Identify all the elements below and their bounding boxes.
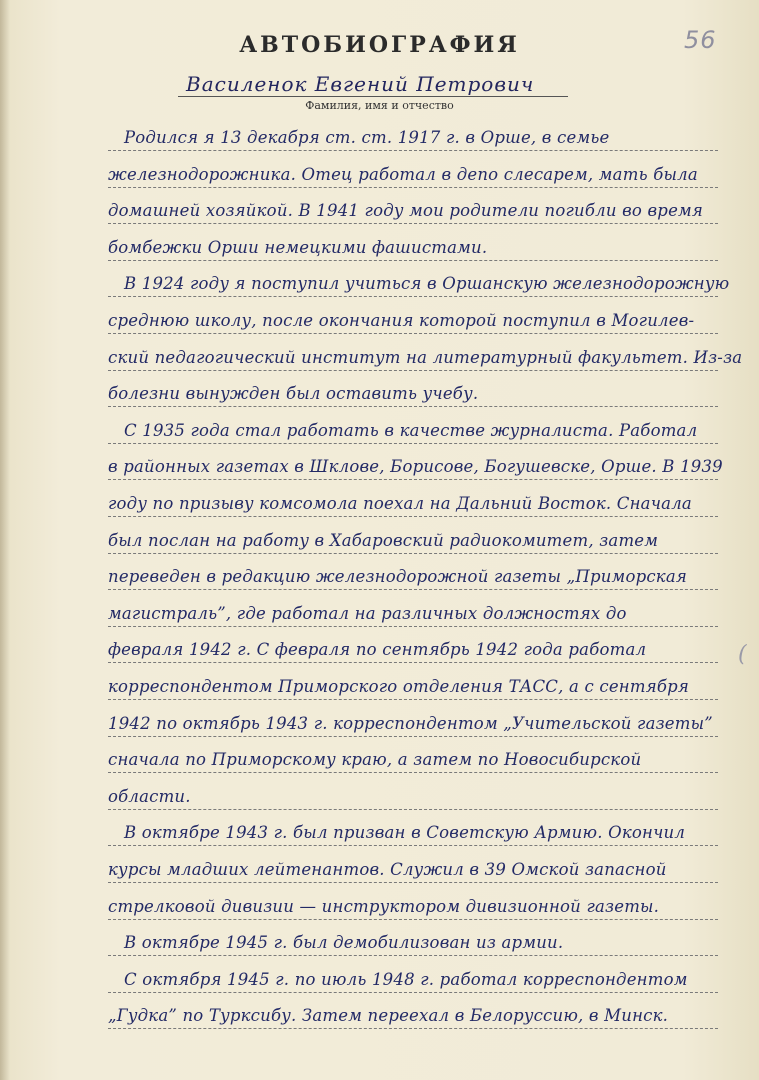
handwritten-line: среднюю школу, после окончания которой поступил в Могилев- (108, 311, 695, 330)
ruled-line (108, 626, 718, 627)
ruled-line (108, 699, 718, 700)
ruled-line (108, 187, 718, 188)
margin-mark: ( (738, 642, 747, 667)
person-name: Василенок Евгений Петрович (186, 72, 535, 96)
ruled-line (108, 809, 718, 810)
ruled-line (108, 1028, 718, 1029)
handwritten-line: В октябре 1943 г. был призван в Советскую Армию. Окончил (124, 823, 686, 842)
name-underline (178, 96, 568, 97)
handwritten-line: домашней хозяйкой. В 1941 году мои родители погибли во время (108, 201, 704, 220)
handwritten-line: 1942 по октябрь 1943 г. корреспондентом „Учительской газеты” (108, 714, 713, 733)
handwritten-line: был послан на работу в Хабаровский радиокомитет, затем (108, 531, 659, 550)
ruled-line (108, 406, 718, 407)
handwritten-line: В 1924 году я поступил учиться в Оршанскую железнодорожную (124, 274, 730, 293)
handwritten-line: С октября 1945 г. по июль 1948 г. работал корреспондентом (124, 970, 688, 989)
form-title: АВТОБИОГРАФИЯ (239, 32, 520, 58)
page-number: 56 (684, 26, 717, 54)
name-caption: Фамилия, имя и отчество (305, 99, 454, 112)
ruled-line (108, 479, 718, 480)
ruled-line (108, 772, 718, 773)
ruled-line (108, 992, 718, 993)
handwritten-line: области. (108, 787, 191, 806)
handwritten-line: переведен в редакцию железнодорожной газеты „Приморская (108, 567, 687, 586)
handwritten-line: бомбежки Орши немецкими фашистами. (108, 238, 488, 257)
ruled-line (108, 333, 718, 334)
ruled-line (108, 736, 718, 737)
handwritten-line: железнодорожника. Отец работал в депо слесарем, мать была (108, 165, 698, 184)
handwritten-line: году по призыву комсомола поехал на Дальний Восток. Сначала (108, 494, 692, 513)
handwritten-line: февраля 1942 г. С февраля по сентябрь 1942 года работал (108, 640, 647, 659)
ruled-line (108, 223, 718, 224)
ruled-line (108, 955, 718, 956)
ruled-line (108, 553, 718, 554)
handwritten-line: магистраль”, где работал на различных должностях до (108, 604, 627, 623)
handwritten-line: корреспондентом Приморского отделения ТАСС, а с сентября (108, 677, 689, 696)
handwritten-line: ский педагогический институт на литературный факультет. Из-за (108, 348, 743, 367)
handwritten-line: в районных газетах в Шклове, Борисове, Богушевске, Орше. В 1939 (108, 457, 723, 476)
ruled-line (108, 370, 718, 371)
handwritten-line: сначала по Приморскому краю, а затем по Новосибирской (108, 750, 642, 769)
scan-edge-shadow (0, 0, 10, 1080)
handwritten-line: Родился я 13 декабря ст. ст. 1917 г. в Орше, в семье (124, 128, 610, 147)
ruled-line (108, 296, 718, 297)
handwritten-line: стрелковой дивизии — инструктором дивизионной газеты. (108, 897, 660, 916)
handwritten-line: С 1935 года стал работать в качестве журналиста. Работал (124, 421, 698, 440)
handwritten-line: болезни вынужден был оставить учебу. (108, 384, 479, 403)
ruled-line (108, 516, 718, 517)
ruled-line (108, 919, 718, 920)
handwritten-line: В октябре 1945 г. был демобилизован из армии. (124, 933, 564, 952)
ruled-line (108, 443, 718, 444)
ruled-line (108, 150, 718, 151)
handwritten-line: курсы младших лейтенантов. Служил в 39 Омской запасной (108, 860, 667, 879)
handwritten-line: „Гудка” по Турксибу. Затем переехал в Белоруссию, в Минск. (108, 1006, 669, 1025)
ruled-line (108, 589, 718, 590)
ruled-line (108, 882, 718, 883)
ruled-line (108, 260, 718, 261)
ruled-line (108, 845, 718, 846)
ruled-line (108, 662, 718, 663)
